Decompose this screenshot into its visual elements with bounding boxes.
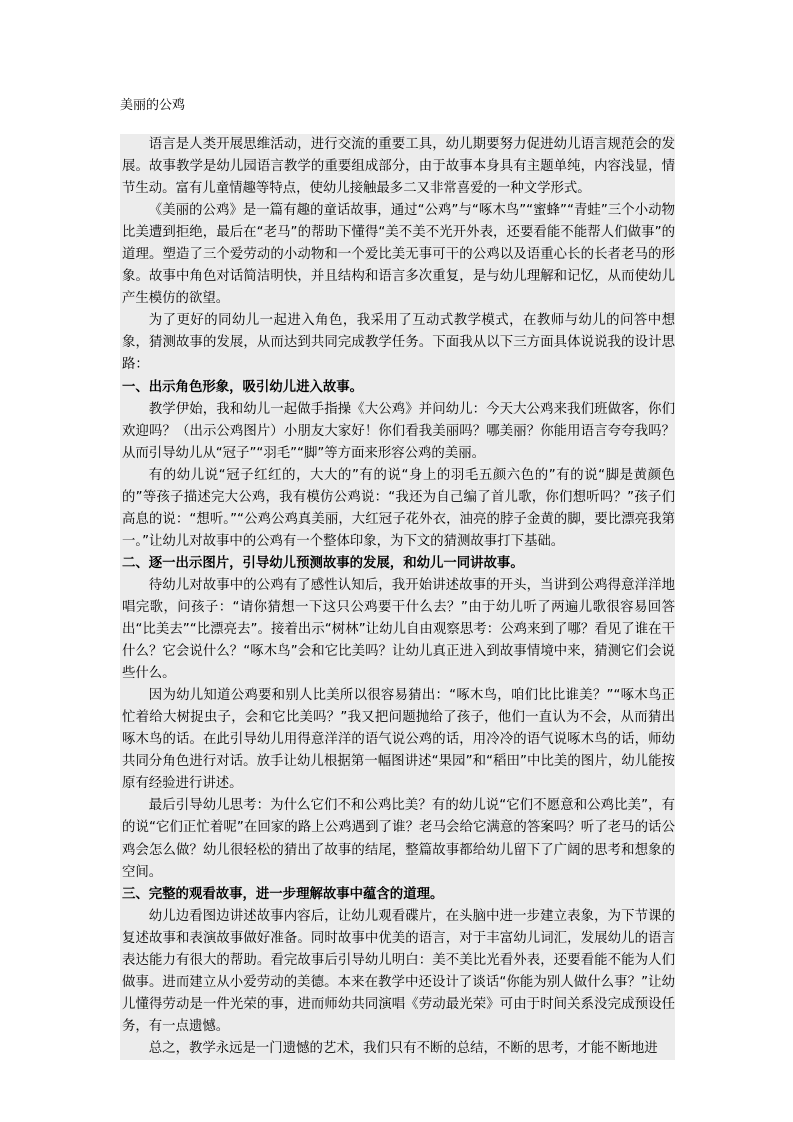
paragraph-story-summary: 《美丽的公鸡》是一篇有趣的童话故事，通过“公鸡”与“啄木鸟”“蜜蜂”“青蛙”三个小动物比美遭到拒绝，最后在“老马”的帮助下懂得“美不美不光开外表，还要看能不能帮人们做事”的道理。塑造了三个爱劳动的小动物和一个爱比美无事可干的公鸡以及语重心长的长者老马的形象。故事中角色对话简洁明快，并且结构和语言多次重复，是与幼儿理解和记忆，从而使幼儿产生模仿的欲望。 (120, 200, 675, 310)
paragraph-story-opening: 待幼儿对故事中的公鸡有了感性认知后，我开始讲述故事的开头，当讲到公鸡得意洋洋地唱完歌，问孩子：“请你猜想一下这只公鸡要干什么去？”由于幼儿听了两遍儿歌很容易回答出“比美去”“比漂亮去”。接着出示“树林”让幼儿自由观察思考：公鸡来到了哪？看见了谁在干什么？它会说什么？“啄木鸟”会和它比美吗？让幼儿真正进入到故事情境中来，猜测它们会说些什么。 (120, 575, 675, 685)
paragraph-conclusion: 总之，教学永远是一门遗憾的艺术，我们只有不断的总结，不断的思考，才能不断地进 (120, 1038, 675, 1060)
paragraph-woodpecker: 因为幼儿知道公鸡要和别人比美所以很容易猜出：“啄木鸟，咱们比比谁美？”“啄木鸟正忙着给大树捉虫子，会和它比美吗？”我又把问题抛给了孩子，他们一直认为不会，从而猜出啄木鸟的话。在此引导幼儿用得意洋洋的语气说公鸡的话，用冷冷的语气说啄木鸟的话，师幼共同分角色进行对话。放手让幼儿根据第一幅图讲述“果园”和“稻田”中比美的图片，幼儿能按原有经验进行讲述。 (120, 685, 675, 795)
paragraph-intro: 语言是人类开展思维活动，进行交流的重要工具，幼儿期要努力促进幼儿语言规范会的发展。故事教学是幼儿园语言教学的重要组成部分，由于故事本身具有主题单纯，内容浅显，情节生动。富有儿童情趣等特点，使幼儿接触最多二又非常喜爱的一种文学形式。 (120, 134, 675, 200)
document-body (120, 134, 675, 1060)
section-heading-1: 一、出示角色形象，吸引幼儿进入故事。 (120, 377, 675, 399)
paragraph-watch-story: 幼儿边看图边讲述故事内容后，让幼儿观看碟片，在头脑中进一步建立表象，为下节课的复述故事和表演故事做好准备。同时故事中优美的语言，对于丰富幼儿词汇，发展幼儿的语言表达能力有很大的帮助。看完故事后引导幼儿明白：美不美比光看外表，还要看能不能为人们做事。进而建立从小爱劳动的美德。本来在教学中还设计了谈话“你能为别人做什么事？”让幼儿懂得劳动是一件光荣的事，进而师幼共同演唱《劳动最光荣》可由于时间关系没完成预设任务，有一点遗憾。 (120, 906, 675, 1038)
paragraph-ending-guess: 最后引导幼儿思考：为什么它们不和公鸡比美？有的幼儿说“它们不愿意和公鸡比美”，有的说“它们正忙着呢”在回家的路上公鸡遇到了谁？老马会给它满意的答案吗？听了老马的话公鸡会怎么做？幼儿很轻松的猜出了故事的结尾，整篇故事都给幼儿留下了广阔的思考和想象的空间。 (120, 795, 675, 883)
document-title: 美丽的公鸡 (120, 98, 186, 113)
section-heading-3: 三、完整的观看故事，进一步理解故事中蕴含的道理。 (120, 884, 675, 906)
paragraph-children-describe: 有的幼儿说“冠子红红的，大大的”有的说“身上的羽毛五颜六色的”有的说“脚是黄颜色的”等孩子描述完大公鸡，我有模仿公鸡说：“我还为自己编了首儿歌，你们想听吗？”孩子们高息的说：“想听。”“公鸡公鸡真美丽，大红冠子花外衣，油亮的脖子金黄的脚，要比漂亮我第一。”让幼儿对故事中的公鸡有一个整体印象，为下文的猜测故事打下基础。 (120, 465, 675, 553)
section-heading-2: 二、逐一出示图片，引导幼儿预测故事的发展，和幼儿一同讲故事。 (120, 553, 675, 575)
paragraph-teaching-approach: 为了更好的同幼儿一起进入角色，我采用了互动式教学模式，在教师与幼儿的问答中想象，猜测故事的发展，从而达到共同完成教学任务。下面我从以下三方面具体说说我的设计思路： (120, 310, 675, 376)
paragraph-finger-play: 教学伊始，我和幼儿一起做手指操《大公鸡》并问幼儿：今天大公鸡来我们班做客，你们欢迎吗？（出示公鸡图片）小朋友大家好！你们看我美丽吗？哪美丽？你能用语言夸夸我吗？从而引导幼儿从“冠子”“羽毛”“脚”等方面来形容公鸡的美丽。 (120, 399, 675, 465)
